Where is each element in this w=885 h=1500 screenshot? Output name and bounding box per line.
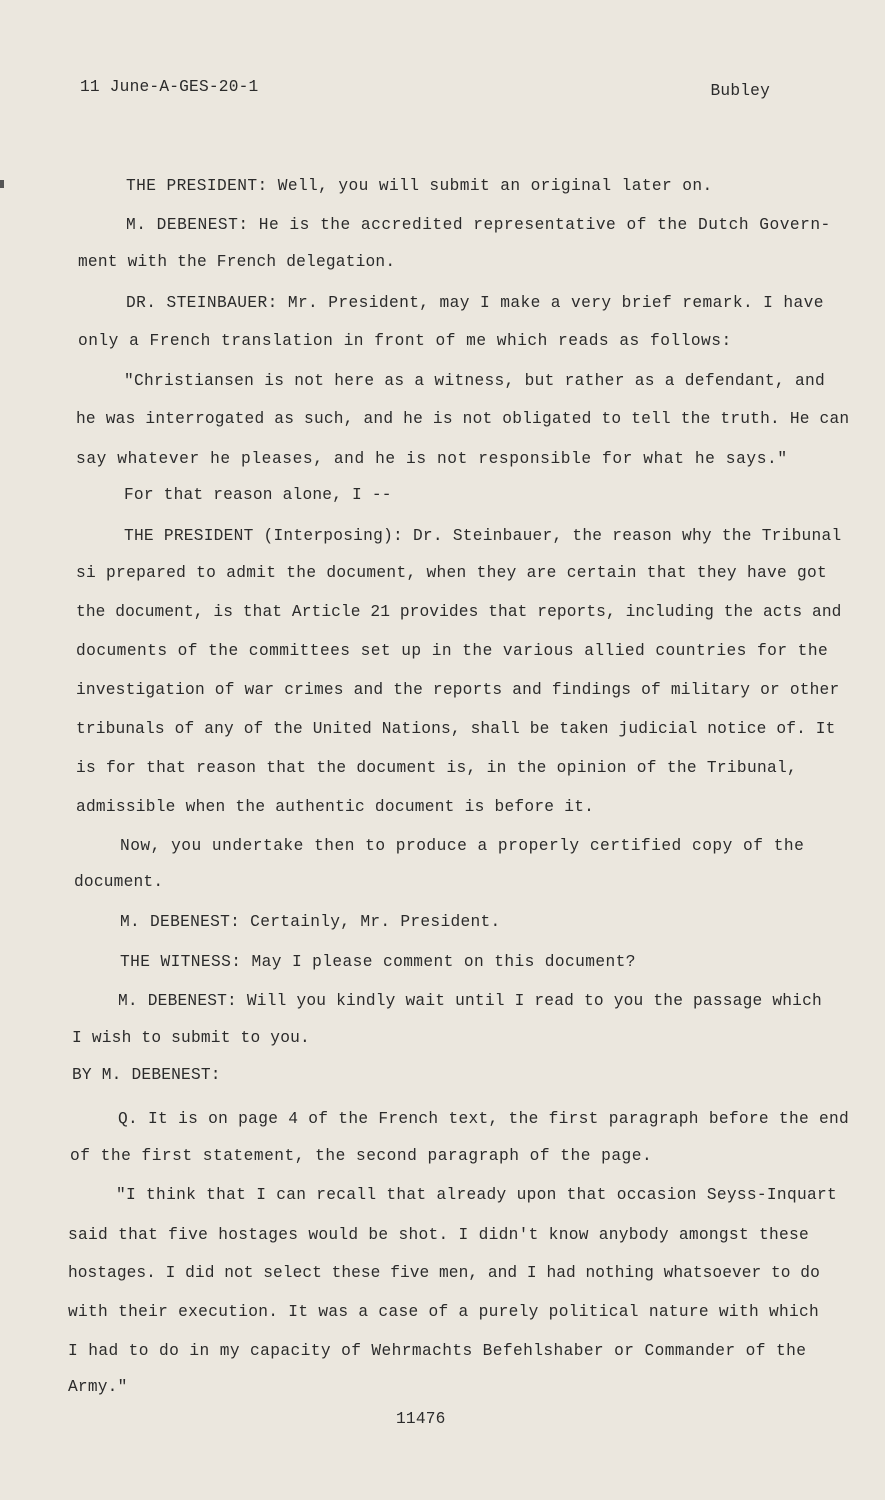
- page-number: 11476: [396, 1410, 446, 1428]
- text-line: M. DEBENEST: He is the accredited representative of the Dutch Govern-: [126, 216, 831, 234]
- edge-mark: [0, 180, 4, 188]
- text-line: Q. It is on page 4 of the French text, the first paragraph before the end: [118, 1110, 850, 1128]
- text-line: with their execution. It was a case of a purely political nature with which: [68, 1303, 820, 1321]
- text-line: is for that reason that the document is, in the opinion of the Tribunal,: [76, 759, 798, 777]
- text-line: only a French translation in front of me which reads as follows:: [78, 332, 732, 350]
- text-line: document.: [74, 873, 164, 891]
- document-id: 11 June-A-GES-20-1: [80, 78, 259, 96]
- text-line: M. DEBENEST: Certainly, Mr. President.: [120, 913, 501, 931]
- text-line: Now, you undertake then to produce a properly certified copy of the: [120, 837, 805, 855]
- text-line: admissible when the authentic document is before it.: [76, 798, 595, 816]
- text-line: say whatever he pleases, and he is not responsible for what he says.": [76, 450, 788, 468]
- text-line: hostages. I did not select these five men, and I had nothing whatsoever to do: [68, 1264, 820, 1282]
- text-line: investigation of war crimes and the reports and findings of military or other: [76, 681, 840, 699]
- text-line: THE PRESIDENT (Interposing): Dr. Steinbauer, the reason why the Tribunal: [124, 527, 842, 545]
- text-line: said that five hostages would be shot. I didn't know anybody amongst these: [68, 1226, 810, 1244]
- text-line: ment with the French delegation.: [78, 253, 396, 271]
- text-line: he was interrogated as such, and he is not obligated to tell the truth. He can: [76, 410, 850, 428]
- text-line: the document, is that Article 21 provides that reports, including the acts and: [76, 603, 842, 621]
- text-line: For that reason alone, I --: [124, 486, 392, 504]
- text-line: BY M. DEBENEST:: [72, 1066, 221, 1084]
- text-line: THE WITNESS: May I please comment on this document?: [120, 953, 636, 971]
- text-line: THE PRESIDENT: Well, you will submit an original later on.: [126, 177, 713, 195]
- text-line: "I think that I can recall that already upon that occasion Seyss-Inquart: [116, 1186, 838, 1204]
- text-line: si prepared to admit the document, when they are certain that they have got: [76, 564, 828, 582]
- text-line: DR. STEINBAUER: Mr. President, may I make a very brief remark. I have: [126, 294, 824, 312]
- text-line: I had to do in my capacity of Wehrmachts Befehlshaber or Commander of the: [68, 1342, 807, 1360]
- text-line: documents of the committees set up in the various allied countries for the: [76, 642, 829, 660]
- text-line: "Christiansen is not here as a witness, but rather as a defendant, and: [124, 372, 825, 390]
- reporter-name: Bubley: [710, 82, 770, 100]
- text-line: Army.": [68, 1378, 128, 1396]
- text-line: tribunals of any of the United Nations, shall be taken judicial notice of. It: [76, 720, 836, 738]
- text-line: I wish to submit to you.: [72, 1029, 310, 1047]
- text-line: M. DEBENEST: Will you kindly wait until I read to you the passage which: [118, 992, 822, 1010]
- text-line: of the first statement, the second paragraph of the page.: [70, 1147, 653, 1165]
